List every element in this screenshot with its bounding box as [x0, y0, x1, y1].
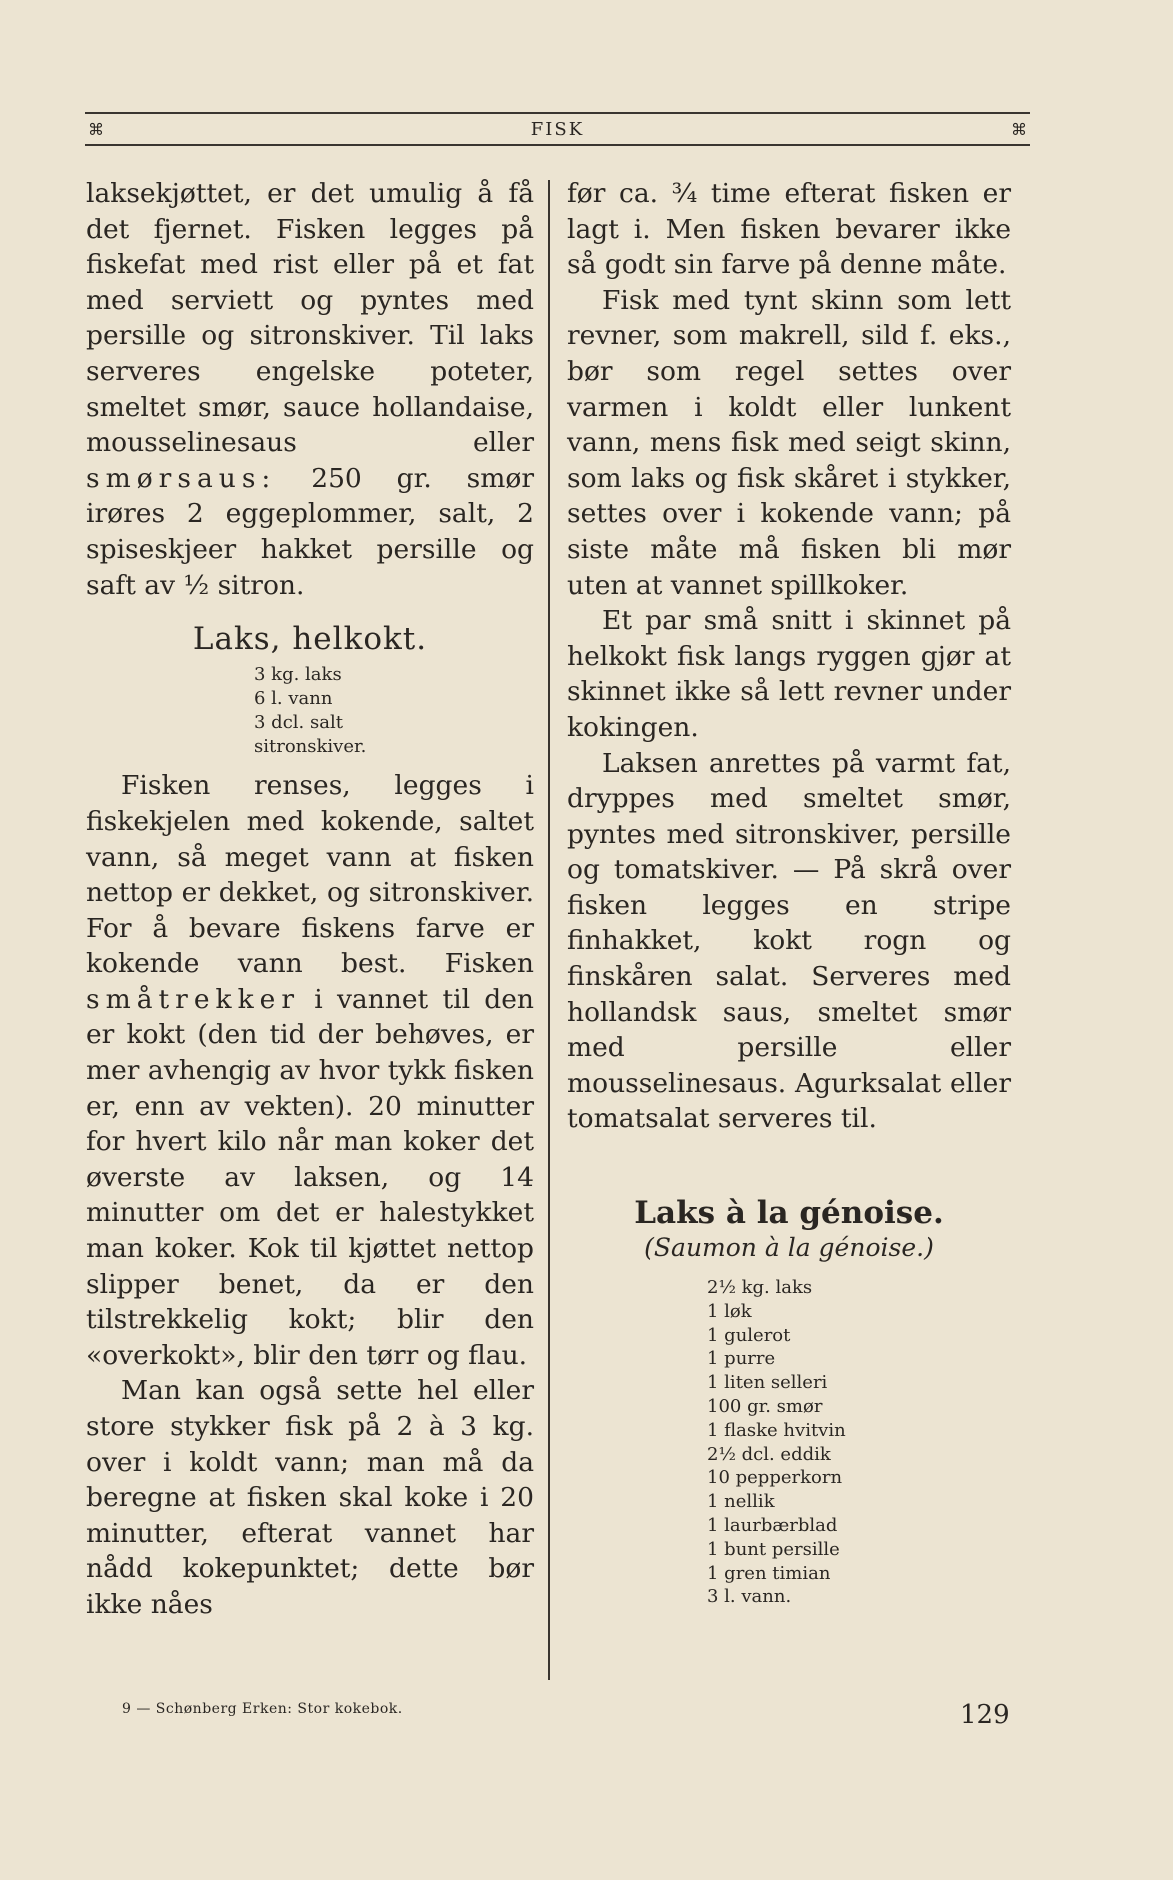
recipe-heading: Laks à la génoise.	[634, 1195, 944, 1232]
ingredient-item: 100 gr. smør	[707, 1396, 823, 1418]
left-column	[86, 176, 534, 1623]
ingredient-item: 1 nellik	[707, 1491, 775, 1513]
paragraph: Laksen anrettes på varmt fat, dryppes med smeltet smør, pyntes med sitronskiver, persille og tomatskiver. — På skrå over fisken legges en stripe finhakket, kokt rogn og finskåren salat. Serveres med hollandsk saus, smeltet smør med persille eller mousselinesaus. Agurksalat eller tomatsalat serveres til.	[567, 747, 1011, 1135]
ingredient-item: 1 gulerot	[707, 1324, 791, 1346]
page-number: 129	[960, 1700, 1010, 1730]
ingredient-item: 3 kg. laks	[254, 664, 342, 686]
ingredient-item: 2½ kg. laks	[707, 1277, 813, 1299]
right-ornament-icon: ⌘	[1010, 119, 1027, 139]
paragraph: laksekjøttet, er det umulig å få det fjernet. Fisken legges på fiskefat med rist eller på et fat med serviett og pyntes med persille og sitronskiver. Til laks serveres engelske poteter, smeltet smør, sauce hollandaise, mousselinesaus eller smørsaus: 250 gr. smør irøres 2 eggeplommer, salt, 2 spiseskjeer hakket persille og saft av ½ sitron.	[86, 178, 534, 601]
ingredient-item: 1 bunt persille	[707, 1538, 840, 1560]
ingredient-item: 1 flaske hvitvin	[707, 1419, 846, 1441]
left-ornament-icon: ⌘	[88, 119, 104, 139]
paragraph: Et par små snitt i skinnet på helkokt fisk langs ryggen gjør at skinnet ikke så lett revner under kokingen.	[567, 605, 1011, 743]
running-header	[85, 112, 1030, 146]
ingredient-item: 2½ dcl. eddik	[707, 1443, 831, 1465]
paragraph: Fisk med tynt skinn som lett revner, som makrell, sild f. eks., bør som regel settes over varmen i koldt eller lunkent vann, mens fisk med seigt skinn, som laks og fisk skåret i stykker, settes over i kokende vann; på siste måte må fisken bli mør uten at vannet spillkoker.	[567, 284, 1011, 601]
paragraph: Man kan også sette hel eller store stykker fisk på 2 à 3 kg. over i koldt vann; man må da beregne at fisken skal koke i 20 minutter, efterat vannet har nådd kokepunktet; dette bør ikke nåes	[86, 1375, 534, 1620]
printer-signature: 9 — Schønberg Erken: Stor kokebok.	[122, 1701, 403, 1717]
right-column	[567, 176, 1011, 1619]
section-title: FISK	[530, 118, 585, 140]
ingredient-item: 1 purre	[707, 1348, 776, 1370]
recipe-subheading: (Saumon à la génoise.)	[644, 1233, 934, 1263]
ingredient-item: sitronskiver.	[254, 735, 367, 757]
ingredient-list	[707, 1276, 1011, 1609]
column-divider	[548, 180, 550, 1680]
ingredient-item: 3 l. vann.	[707, 1586, 792, 1608]
ingredient-item: 1 gren timian	[707, 1562, 831, 1584]
ingredient-item: 1 laurbærblad	[707, 1515, 838, 1536]
ingredient-item: 1 liten selleri	[707, 1372, 828, 1394]
paragraph: Fisken renses, legges i fiskekjelen med kokende, saltet vann, så meget vann at fisken nettop er dekket, og sitronskiver. For å bevare fiskens farve er kokende vann best. Fisken småtrekker i vannet til den er kokt (den tid der behøves, er mer avhengig av hvor tykk fisken er, enn av vekten). 20 minutter for hvert kilo når man koker det øverste av laksen, og 14 minutter om det er halestykket man koker. Kok til kjøttet nettop slipper benet, da er den tilstrekkelig kokt; blir den «overkokt», blir den tørr og flau.	[86, 770, 534, 1371]
ingredient-item: 1 løk	[707, 1300, 752, 1322]
ingredient-item: 3 dcl. salt	[254, 711, 343, 733]
ingredient-item: 10 pepperkorn	[707, 1467, 843, 1489]
ingredient-list	[254, 663, 534, 758]
recipe-heading: Laks, helkokt.	[192, 621, 428, 658]
ingredient-item: 6 l. vann	[254, 687, 333, 709]
paragraph: før ca. ¾ time efterat fisken er lagt i. Men fisken bevarer ikke så godt sin farve på denne måte.	[567, 178, 1011, 281]
